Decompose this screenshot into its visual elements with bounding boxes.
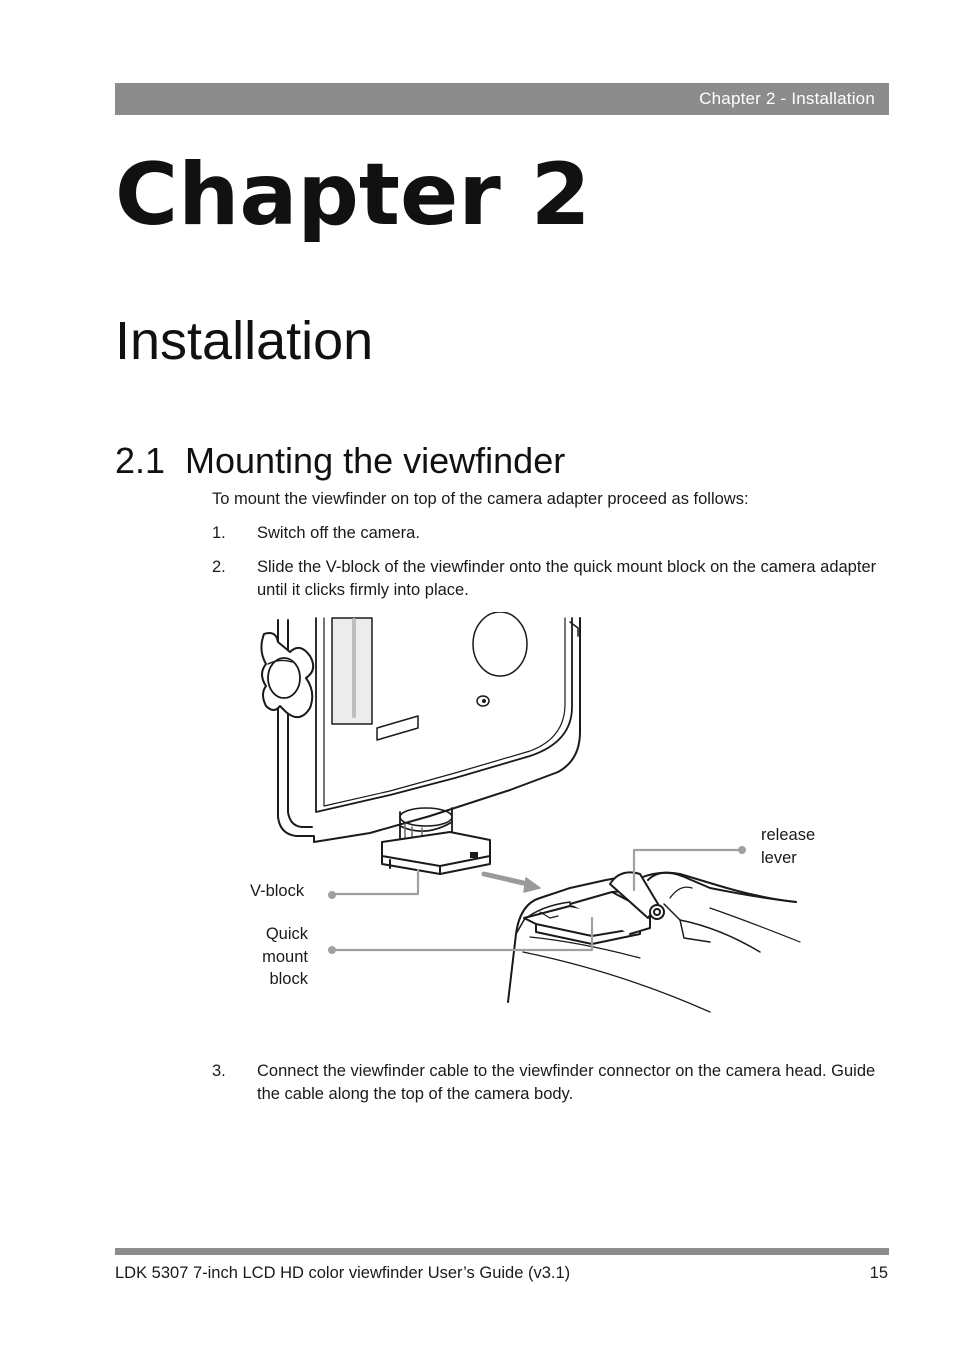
footer-document-title: LDK 5307 7-inch LCD HD color viewfinder User’s Guide (v3.1) (115, 1264, 571, 1282)
step-text: Switch off the camera. (257, 524, 420, 542)
section-title: Mounting the viewfinder (185, 440, 566, 481)
step-text: Slide the V-block of the viewfinder onto the quick mount block on the camera adapter until it clicks firmly into place. (257, 558, 877, 599)
callout-v-block: V-block (250, 882, 305, 900)
chapter-subtitle: Installation (115, 311, 374, 371)
chapter-title: Chapter 2 (115, 145, 591, 245)
step-number: 3. (212, 1062, 226, 1080)
footer-rule (115, 1248, 889, 1255)
section-heading (115, 438, 565, 484)
section-intro: To mount the viewfinder on top of the camera adapter proceed as follows: (212, 490, 749, 508)
callout-quick-mount-block: Quick mount block (262, 925, 308, 988)
step-number: 2. (212, 558, 226, 576)
viewfinder-mounting-illustration (240, 612, 840, 1022)
step-text: Connect the viewfinder cable to the viewfinder connector on the camera head. Guide the cable along the top of the camera body. (257, 1062, 876, 1103)
callout-release-lever: release lever (761, 826, 816, 867)
viewfinder-dial (473, 612, 527, 676)
running-header-bar (115, 83, 889, 115)
v-block (382, 832, 490, 866)
step-number: 1. (212, 524, 226, 542)
section-number: 2.1 (115, 440, 166, 481)
page-number: 15 (869, 1264, 888, 1282)
running-header-title: Chapter 2 - Installation (699, 89, 875, 108)
